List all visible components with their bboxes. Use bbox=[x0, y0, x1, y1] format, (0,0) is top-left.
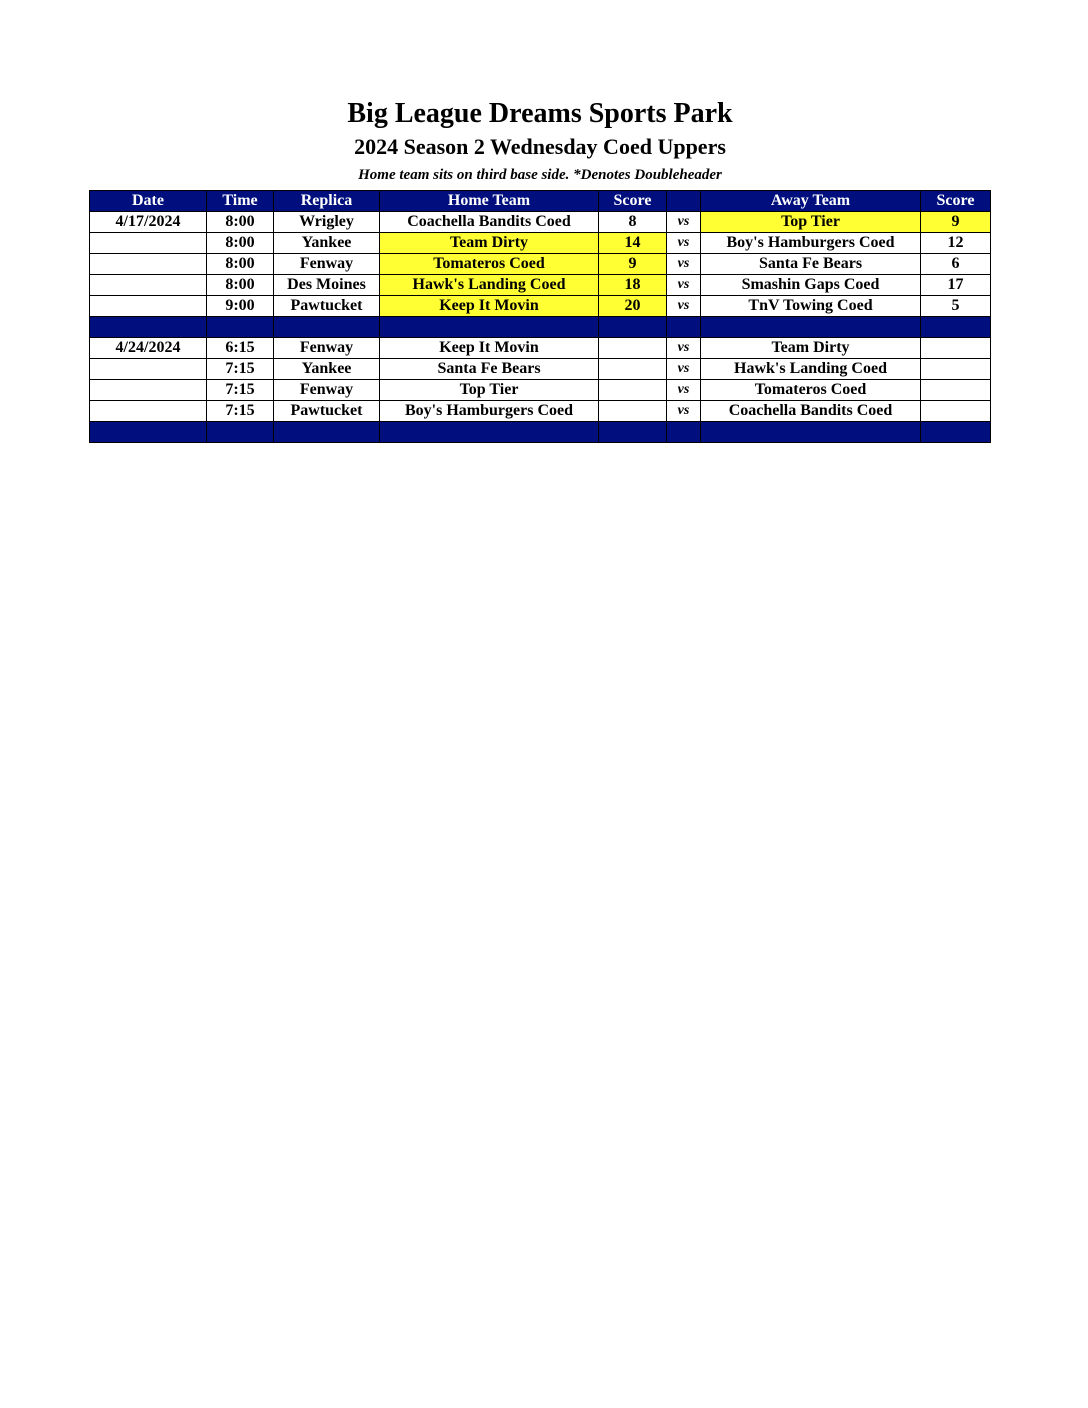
col-replica: Replica bbox=[274, 191, 380, 212]
date-cell bbox=[90, 380, 207, 401]
table-row bbox=[90, 338, 991, 359]
table-row bbox=[90, 254, 991, 275]
vs-cell: vs bbox=[667, 401, 701, 422]
week-separator-row bbox=[90, 422, 991, 443]
separator-cell bbox=[921, 422, 991, 443]
away-score-cell: 6 bbox=[921, 254, 991, 275]
home-score-cell: 20 bbox=[599, 296, 667, 317]
home-score-cell bbox=[599, 338, 667, 359]
col-vs bbox=[667, 191, 701, 212]
home-team-cell: Keep It Movin bbox=[380, 338, 599, 359]
home-team-cell: Boy's Hamburgers Coed bbox=[380, 401, 599, 422]
home-score-cell: 14 bbox=[599, 233, 667, 254]
replica-cell: Pawtucket bbox=[274, 296, 380, 317]
separator-cell bbox=[599, 317, 667, 338]
home-score-cell bbox=[599, 401, 667, 422]
replica-cell: Fenway bbox=[274, 254, 380, 275]
home-team-cell: Santa Fe Bears bbox=[380, 359, 599, 380]
col-date: Date bbox=[90, 191, 207, 212]
vs-cell: vs bbox=[667, 254, 701, 275]
vs-cell: vs bbox=[667, 212, 701, 233]
away-score-cell bbox=[921, 380, 991, 401]
home-team-cell: Tomateros Coed bbox=[380, 254, 599, 275]
home-team-cell: Top Tier bbox=[380, 380, 599, 401]
home-score-cell bbox=[599, 359, 667, 380]
date-cell bbox=[90, 296, 207, 317]
replica-cell: Des Moines bbox=[274, 275, 380, 296]
page-title: Big League Dreams Sports Park bbox=[347, 98, 733, 129]
date-cell bbox=[90, 401, 207, 422]
time-cell: 6:15 bbox=[207, 338, 274, 359]
separator-cell bbox=[274, 317, 380, 338]
date-cell bbox=[90, 233, 207, 254]
vs-cell: vs bbox=[667, 296, 701, 317]
home-team-cell: Team Dirty bbox=[380, 233, 599, 254]
col-away-score: Score bbox=[921, 191, 991, 212]
replica-cell: Yankee bbox=[274, 233, 380, 254]
home-team-cell: Coachella Bandits Coed bbox=[380, 212, 599, 233]
away-team-cell: TnV Towing Coed bbox=[701, 296, 921, 317]
week-separator-row bbox=[90, 317, 991, 338]
table-row bbox=[90, 275, 991, 296]
schedule-note: Home team sits on third base side. *Denotes Doubleheader bbox=[358, 167, 722, 183]
time-cell: 8:00 bbox=[207, 275, 274, 296]
vs-cell: vs bbox=[667, 233, 701, 254]
col-home-team: Home Team bbox=[380, 191, 599, 212]
away-team-cell: Hawk's Landing Coed bbox=[701, 359, 921, 380]
home-team-cell: Keep It Movin bbox=[380, 296, 599, 317]
separator-cell bbox=[599, 422, 667, 443]
date-cell bbox=[90, 275, 207, 296]
away-team-cell: Tomateros Coed bbox=[701, 380, 921, 401]
separator-cell bbox=[380, 317, 599, 338]
date-cell: 4/17/2024 bbox=[90, 212, 207, 233]
vs-cell: vs bbox=[667, 359, 701, 380]
time-cell: 8:00 bbox=[207, 233, 274, 254]
away-team-cell: Coachella Bandits Coed bbox=[701, 401, 921, 422]
table-row bbox=[90, 212, 991, 233]
page-subtitle: 2024 Season 2 Wednesday Coed Uppers bbox=[354, 134, 726, 159]
away-score-cell bbox=[921, 401, 991, 422]
home-score-cell: 9 bbox=[599, 254, 667, 275]
away-score-cell bbox=[921, 359, 991, 380]
replica-cell: Fenway bbox=[274, 380, 380, 401]
away-team-cell: Boy's Hamburgers Coed bbox=[701, 233, 921, 254]
time-cell: 7:15 bbox=[207, 401, 274, 422]
replica-cell: Wrigley bbox=[274, 212, 380, 233]
replica-cell: Pawtucket bbox=[274, 401, 380, 422]
separator-cell bbox=[274, 422, 380, 443]
away-score-cell: 9 bbox=[921, 212, 991, 233]
date-cell: 4/24/2024 bbox=[90, 338, 207, 359]
time-cell: 8:00 bbox=[207, 212, 274, 233]
col-away-team: Away Team bbox=[701, 191, 921, 212]
away-team-cell: Smashin Gaps Coed bbox=[701, 275, 921, 296]
header-row bbox=[90, 191, 991, 212]
separator-cell bbox=[921, 317, 991, 338]
away-score-cell: 5 bbox=[921, 296, 991, 317]
col-home-score: Score bbox=[599, 191, 667, 212]
home-score-cell bbox=[599, 380, 667, 401]
separator-cell bbox=[207, 317, 274, 338]
table-row bbox=[90, 359, 991, 380]
vs-cell: vs bbox=[667, 275, 701, 296]
away-team-cell: Team Dirty bbox=[701, 338, 921, 359]
date-cell bbox=[90, 254, 207, 275]
col-time: Time bbox=[207, 191, 274, 212]
replica-cell: Fenway bbox=[274, 338, 380, 359]
vs-cell: vs bbox=[667, 380, 701, 401]
home-team-cell: Hawk's Landing Coed bbox=[380, 275, 599, 296]
date-cell bbox=[90, 359, 207, 380]
separator-cell bbox=[90, 317, 207, 338]
time-cell: 7:15 bbox=[207, 380, 274, 401]
away-team-cell: Santa Fe Bears bbox=[701, 254, 921, 275]
table-row bbox=[90, 401, 991, 422]
table-row bbox=[90, 296, 991, 317]
time-cell: 7:15 bbox=[207, 359, 274, 380]
away-team-cell: Top Tier bbox=[701, 212, 921, 233]
table-row bbox=[90, 233, 991, 254]
home-score-cell: 8 bbox=[599, 212, 667, 233]
separator-cell bbox=[667, 317, 701, 338]
away-score-cell bbox=[921, 338, 991, 359]
away-score-cell: 17 bbox=[921, 275, 991, 296]
away-score-cell: 12 bbox=[921, 233, 991, 254]
home-score-cell: 18 bbox=[599, 275, 667, 296]
replica-cell: Yankee bbox=[274, 359, 380, 380]
separator-cell bbox=[207, 422, 274, 443]
separator-cell bbox=[701, 317, 921, 338]
time-cell: 9:00 bbox=[207, 296, 274, 317]
separator-cell bbox=[90, 422, 207, 443]
table-row bbox=[90, 380, 991, 401]
vs-cell: vs bbox=[667, 338, 701, 359]
separator-cell bbox=[701, 422, 921, 443]
time-cell: 8:00 bbox=[207, 254, 274, 275]
schedule-table bbox=[89, 190, 991, 443]
separator-cell bbox=[667, 422, 701, 443]
separator-cell bbox=[380, 422, 599, 443]
